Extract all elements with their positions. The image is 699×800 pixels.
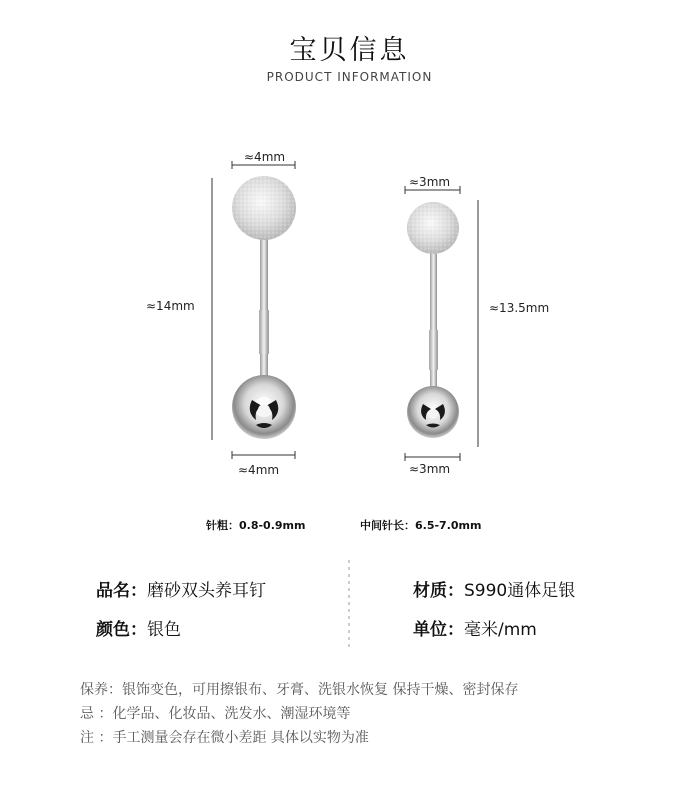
unit-label: 单位： <box>413 620 464 640</box>
color-label: 颜色： <box>96 620 147 640</box>
care-maintenance: 保养：银饰变色，可用擦银布、牙膏、洗银水恢复 保持干燥、密封保存 <box>80 682 519 698</box>
left-top-width-label: ≈4mm <box>244 150 286 164</box>
left-earring <box>212 161 296 459</box>
material-value: S990通体足银 <box>464 581 576 601</box>
product-name <box>96 576 266 601</box>
gauge-spec <box>206 517 305 533</box>
right-length-label: ≈13.5mm <box>489 301 550 315</box>
pin-length-spec <box>360 517 481 533</box>
care-note: 注 ：手工测量会存在微小差距 具体以实物为准 <box>80 730 369 746</box>
left-pin <box>260 232 268 377</box>
material <box>413 576 575 601</box>
left-length-label: ≈14mm <box>146 299 195 313</box>
right-top-width-label: ≈3mm <box>409 175 451 189</box>
right-earring <box>405 186 478 461</box>
pin-length-label: 中间针长： <box>360 519 415 532</box>
color <box>96 615 181 640</box>
unit-value: 毫米/mm <box>464 620 537 640</box>
left-bottom-width-label: ≈4mm <box>238 463 280 477</box>
color-value: 银色 <box>147 620 181 640</box>
gauge-label: 针粗： <box>206 519 239 532</box>
unit <box>413 615 537 640</box>
product-name-label: 品名： <box>96 581 147 601</box>
right-bottom-width-label: ≈3mm <box>409 462 451 476</box>
gauge-value: 0.8-0.9mm <box>239 519 306 532</box>
right-pin <box>430 248 437 398</box>
page-title: 宝贝信息 <box>289 35 410 66</box>
material-label: 材质： <box>413 581 464 601</box>
page-subtitle: PRODUCT INFORMATION <box>266 70 433 84</box>
care-avoid: 忌 ：化学品、化妆品、洗发水、潮湿环境等 <box>80 706 351 722</box>
pin-length-value: 6.5-7.0mm <box>415 519 482 532</box>
product-name-value: 磨砂双头养耳钉 <box>147 581 266 601</box>
